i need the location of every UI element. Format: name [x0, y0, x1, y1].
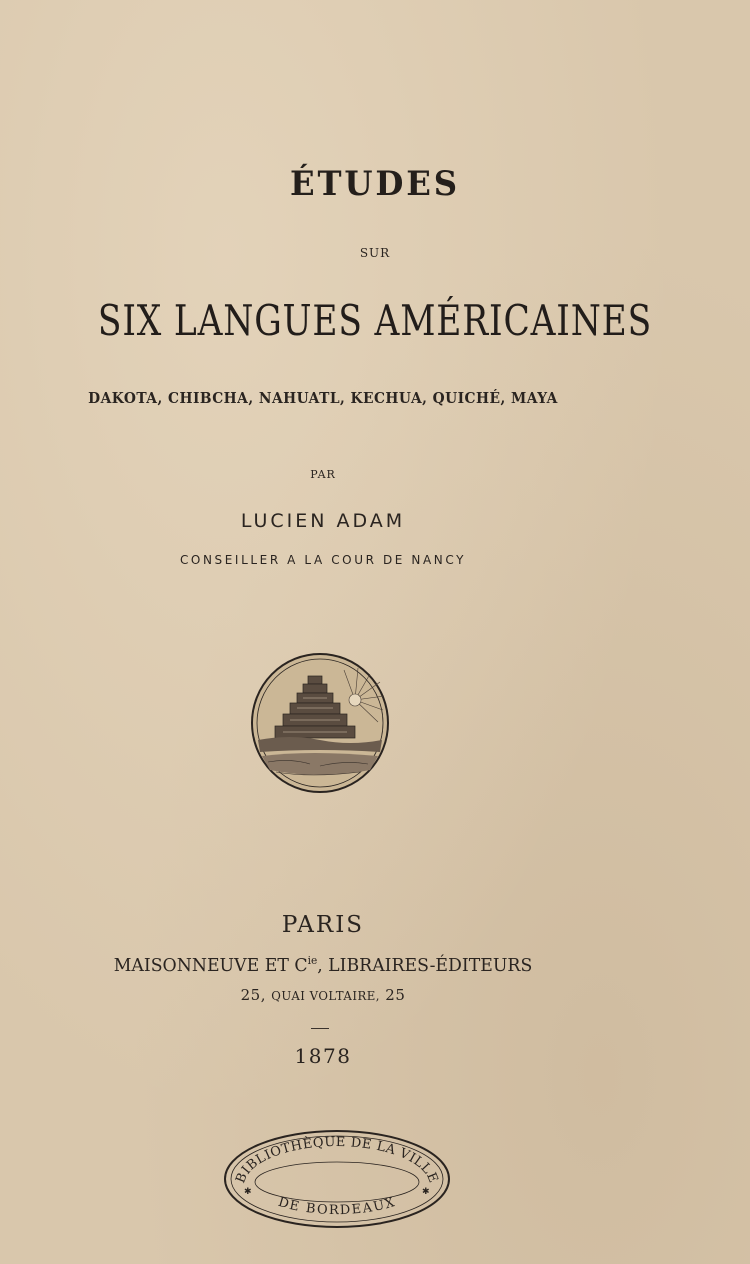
tower-of-babel-emblem-icon: [250, 652, 390, 794]
stamp-star-left-icon: ✱: [244, 1187, 252, 1197]
publication-year: 1878: [294, 1044, 352, 1068]
address-street: QUAI VOLTAIRE,: [271, 989, 380, 1003]
address-number: 25,: [240, 986, 266, 1004]
author-role: CONSEILLER A LA COUR DE NANCY: [179, 553, 467, 567]
stamp-top-text: BIBLIOTHÈQUE DE LA VILLE: [233, 1134, 441, 1186]
stamp-star-right-icon: ✱: [422, 1187, 430, 1197]
by-line: PAR: [310, 468, 336, 481]
book-subtitle: SIX LANGUES AMÉRICAINES: [97, 296, 653, 345]
address-number-repeat: 25: [385, 986, 406, 1004]
languages-list: DAKOTA, CHIBCHA, NAHUATL, KECHUA, QUICHÉ, MAYA: [88, 389, 558, 407]
stamp-bottom-text: DE BORDEAUX: [276, 1194, 398, 1219]
publisher-suffix: , LIBRAIRES-ÉDITEURS: [317, 955, 533, 976]
library-stamp: [222, 1128, 452, 1230]
publisher-line: [0, 954, 683, 976]
publisher-prefix: MAISONNEUVE ET C: [113, 955, 308, 976]
imprint-city: PARIS: [281, 912, 365, 938]
separator-rule: [311, 1028, 329, 1029]
author-name: LUCIEN ADAM: [240, 510, 406, 532]
book-title: ÉTUDES: [290, 164, 460, 204]
publisher-address: [0, 986, 698, 1004]
title-conjunction: SUR: [359, 246, 391, 260]
svg-text:DE BORDEAUX: [276, 1195, 397, 1218]
publisher-superscript: ie: [307, 954, 318, 967]
